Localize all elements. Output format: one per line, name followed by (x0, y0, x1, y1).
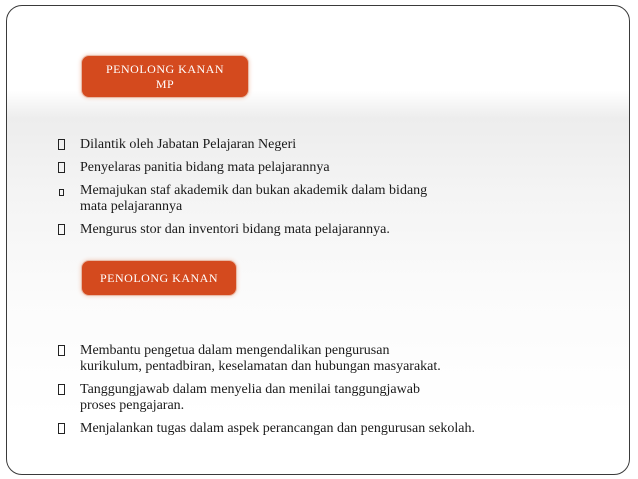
list-item (55, 160, 575, 176)
list-item-text: Mengurus stor dan inventori bidang mata pelajarannya. (80, 222, 390, 237)
badge-title-line1: PENOLONG KANAN (106, 62, 224, 76)
list-item-text-continued: kurikulum, pentadbiran, keselamatan dan hubungan masyarakat. (80, 359, 441, 374)
list-item-text: Tanggungjawab dalam menyelia dan menilai tanggungjawab (80, 382, 420, 397)
list-item-text: Membantu pengetua dalam mengendalikan pengurusan (80, 343, 390, 358)
list-item-text: Menjalankan tugas dalam aspek perancangan dan pengurusan sekolah. (80, 421, 475, 436)
list-item-text-continued: proses pengajaran. (80, 398, 185, 413)
list-item (55, 421, 575, 437)
list-item-text: Dilantik oleh Jabatan Pelajaran Negeri (80, 137, 297, 152)
slide (6, 5, 630, 475)
bullet-icon (58, 162, 65, 173)
bullet-icon (58, 423, 65, 434)
list-item-text: Memajukan staf akademik dan bukan akademik dalam bidang (80, 183, 428, 198)
list-item (55, 382, 575, 414)
list-item (55, 343, 575, 375)
bullet-icon (58, 139, 65, 150)
duties-list-penolong-kanan (55, 343, 575, 444)
list-item (55, 222, 575, 238)
list-item-text: Penyelaras panitia bidang mata pelajarannya (80, 160, 330, 175)
bullet-icon (58, 384, 65, 395)
duties-list-mp (55, 137, 575, 245)
bullet-icon (59, 189, 64, 196)
bullet-icon (58, 224, 65, 235)
list-item (55, 137, 575, 153)
list-item-text-continued: mata pelajarannya (80, 199, 183, 214)
bullet-icon (58, 345, 65, 356)
badge-penolong-kanan-mp (81, 55, 249, 98)
list-item (55, 183, 575, 215)
badge-penolong-kanan (81, 260, 237, 296)
badge-title-line2: MP (155, 77, 175, 91)
badge-title: PENOLONG KANAN (100, 271, 218, 285)
